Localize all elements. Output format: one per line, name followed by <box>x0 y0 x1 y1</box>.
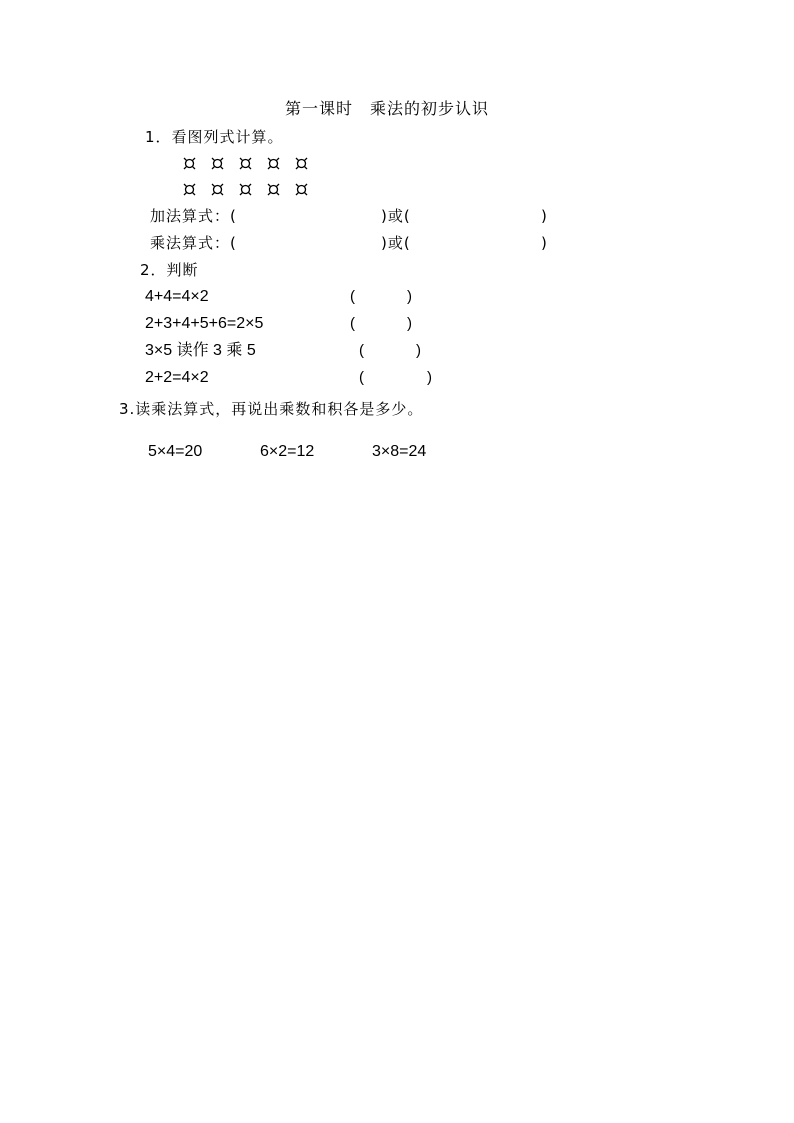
currency-sign-icon <box>267 183 280 196</box>
judge-item-expression: 3×5 读作 3 乘 5 <box>145 342 256 359</box>
answer-paren-open: ( <box>359 342 364 359</box>
judge-item-expression: 2+3+4+5+6=2×5 <box>145 315 264 332</box>
answer-paren-close: ) <box>407 288 412 305</box>
question-1-heading: 1．看图列式计算。 <box>145 128 284 146</box>
or-text: )或( <box>381 207 411 225</box>
answer-paren-open: ( <box>350 288 355 305</box>
page-title: 第一课时 乘法的初步认识 <box>285 99 490 118</box>
answer-paren-close: ) <box>427 369 432 386</box>
currency-sign-icon <box>267 157 280 170</box>
judge-item-expression: 2+2=4×2 <box>145 369 209 386</box>
answer-paren-open: ( <box>359 369 364 386</box>
currency-sign-icon <box>183 157 196 170</box>
judge-item-expression: 4+4=4×2 <box>145 288 209 305</box>
equation: 5×4=20 <box>148 443 203 460</box>
close-paren: ) <box>541 207 548 225</box>
currency-sign-icon <box>295 157 308 170</box>
question-3-heading: 3.读乘法算式，再说出乘数和积各是多少。 <box>119 400 424 418</box>
currency-sign-icon <box>239 157 252 170</box>
currency-sign-icon <box>239 183 252 196</box>
currency-sign-icon <box>183 183 196 196</box>
currency-sign-icon <box>295 183 308 196</box>
question-2-heading: 2．判断 <box>140 261 199 279</box>
currency-sign-icon <box>211 157 224 170</box>
addition-label: 加法算式：( <box>150 207 237 225</box>
answer-paren-open: ( <box>350 315 355 332</box>
or-text: )或( <box>381 234 411 252</box>
multiplication-label: 乘法算式：( <box>150 234 237 252</box>
close-paren: ) <box>541 234 548 252</box>
answer-paren-close: ) <box>416 342 421 359</box>
answer-paren-close: ) <box>407 315 412 332</box>
equation: 6×2=12 <box>260 443 315 460</box>
currency-sign-icon <box>211 183 224 196</box>
equation: 3×8=24 <box>372 443 427 460</box>
